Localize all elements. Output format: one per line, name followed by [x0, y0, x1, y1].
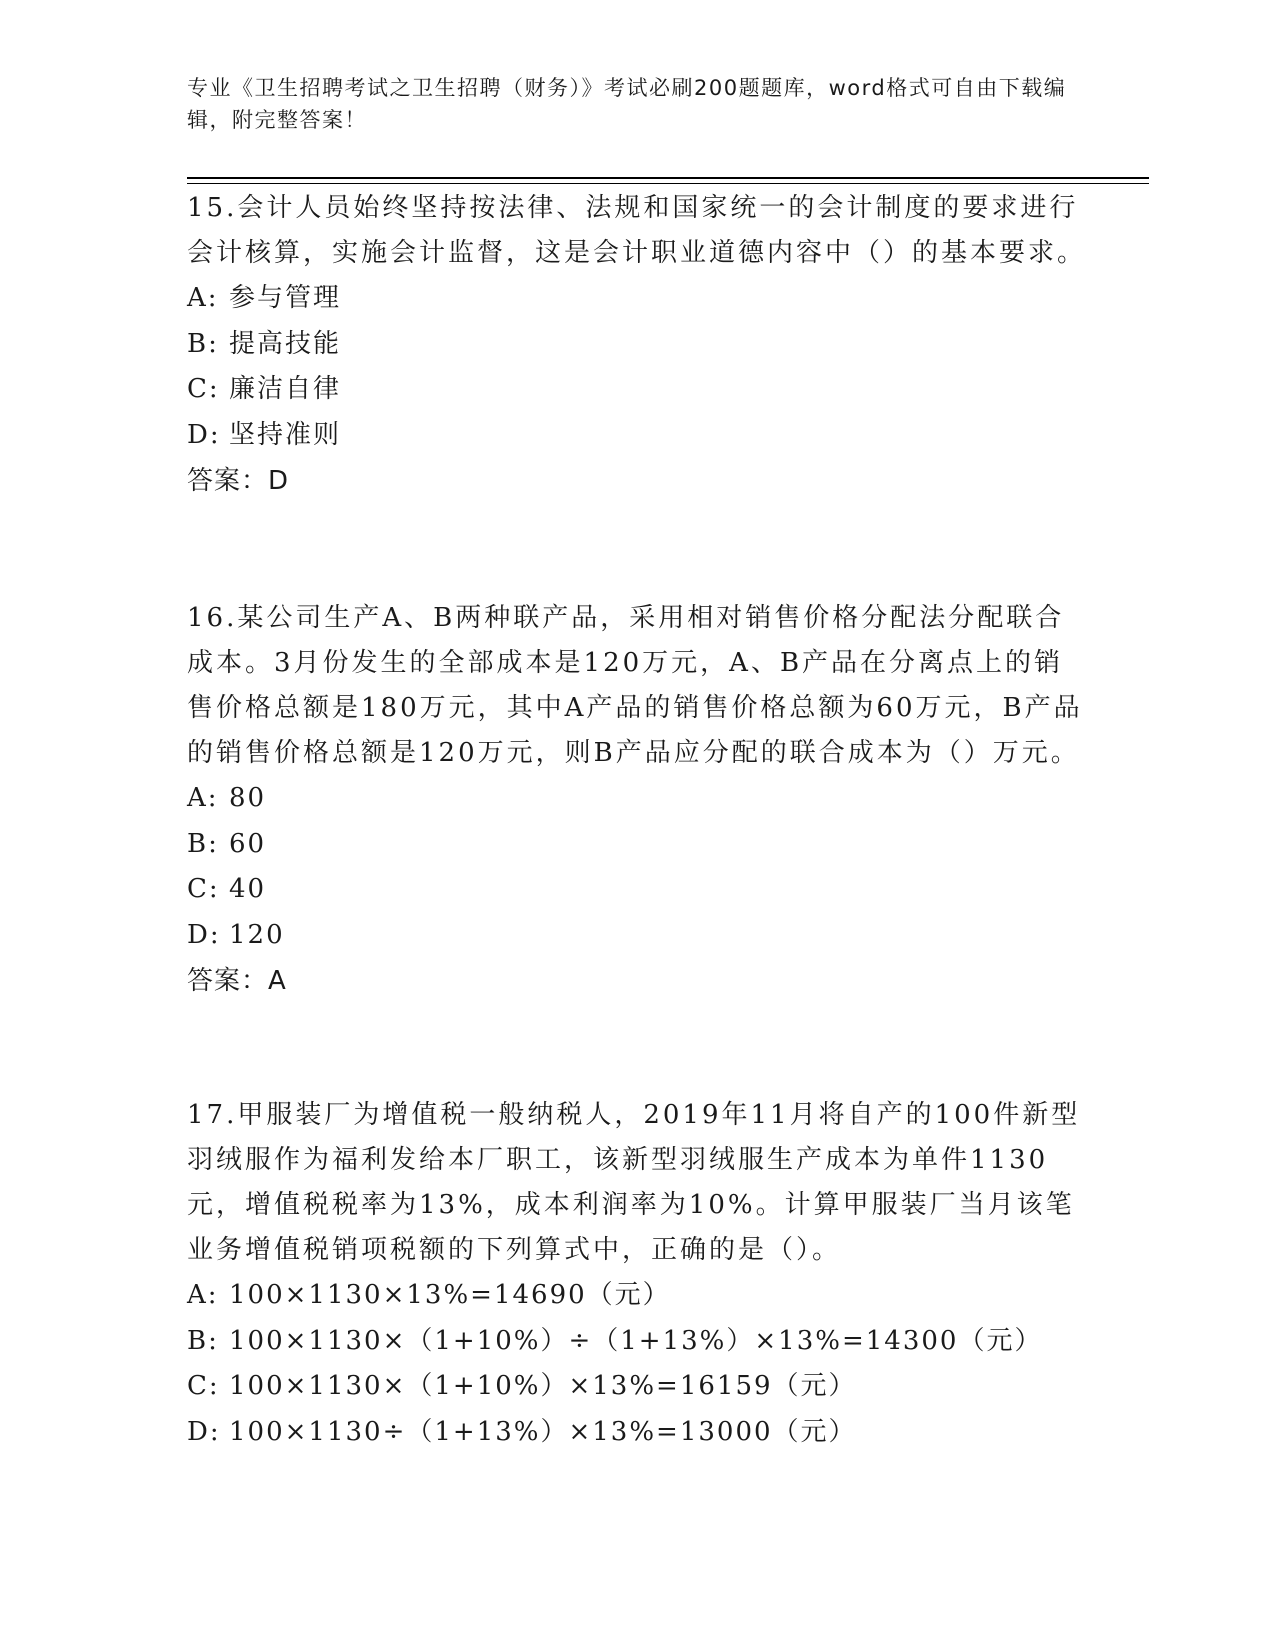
option-text: 廉洁自律	[229, 374, 342, 404]
option-b	[187, 822, 1087, 868]
option-text: 40	[229, 874, 267, 904]
document-header: 专业《卫生招聘考试之卫生招聘（财务）》考试必刷200题题库，word格式可自由下载编辑，附完整答案！	[187, 76, 1067, 132]
question-stem: 17.甲服装厂为增值税一般纳税人，2019年11月将自产的100件新型羽绒服作为福利发给本厂职工，该新型羽绒服生产成本为单件1130元，增值税税率为13%，成本利润率为10%。计算甲服装厂当月该笔业务增值税销项税额的下列算式中，正确的是（）。	[187, 1100, 1081, 1265]
option-text: 60	[229, 828, 267, 859]
option-letter: D:	[187, 419, 221, 450]
option-text: 100×1130×（1+10%）÷（1+13%）×13%=14300（元）	[229, 1325, 1043, 1356]
question-15	[187, 186, 1087, 504]
option-text: 80	[229, 783, 267, 813]
question-17	[187, 1093, 1087, 1455]
option-letter: A:	[187, 1280, 219, 1310]
option-text: 100×1130÷（1+13%）×13%=13000（元）	[229, 1416, 857, 1447]
option-a	[187, 776, 1087, 822]
question-stem: 16.某公司生产A、B两种联产品，采用相对销售价格分配法分配联合成本。3月份发生的全部成本是120万元，A、B产品在分离点上的销售价格总额是180万元，其中A产品的销售价格总额为60万元，B产品的销售价格总额是120万元，则B产品应分配的联合成本为（）万元。	[187, 603, 1083, 768]
option-text: 100×1130×13%=14690（元）	[229, 1280, 671, 1310]
option-c	[187, 1364, 1087, 1410]
option-letter: D:	[187, 919, 221, 950]
option-text: 提高技能	[229, 328, 342, 359]
option-a	[187, 276, 1087, 322]
question-16	[187, 596, 1087, 1004]
option-letter: A:	[187, 283, 219, 313]
option-c	[187, 867, 1087, 913]
option-text: 坚持准则	[229, 419, 342, 450]
option-d	[187, 1410, 1087, 1456]
option-letter: B:	[187, 328, 219, 359]
option-d	[187, 413, 1087, 459]
option-letter: A:	[187, 783, 219, 813]
option-letter: C:	[187, 374, 220, 404]
option-d	[187, 913, 1087, 959]
option-letter: B:	[187, 1325, 219, 1356]
option-a	[187, 1273, 1087, 1319]
option-text: 参与管理	[229, 283, 342, 313]
option-text: 120	[229, 919, 285, 950]
question-stem: 15.会计人员始终坚持按法律、法规和国家统一的会计制度的要求进行会计核算，实施会计监督，这是会计职业道德内容中（）的基本要求。	[187, 193, 1087, 268]
option-letter: C:	[187, 874, 220, 904]
answer-label: 答案：A	[187, 966, 287, 996]
option-text: 100×1130×（1+10%）×13%=16159（元）	[229, 1371, 857, 1401]
answer-label: 答案：D	[187, 466, 290, 496]
option-letter: C:	[187, 1371, 220, 1401]
header-rule-thick	[187, 177, 1149, 179]
option-b	[187, 1319, 1087, 1365]
option-c	[187, 367, 1087, 413]
header-rule-thin	[187, 183, 1149, 184]
option-b	[187, 322, 1087, 368]
option-letter: D:	[187, 1416, 221, 1447]
option-letter: B:	[187, 828, 219, 859]
